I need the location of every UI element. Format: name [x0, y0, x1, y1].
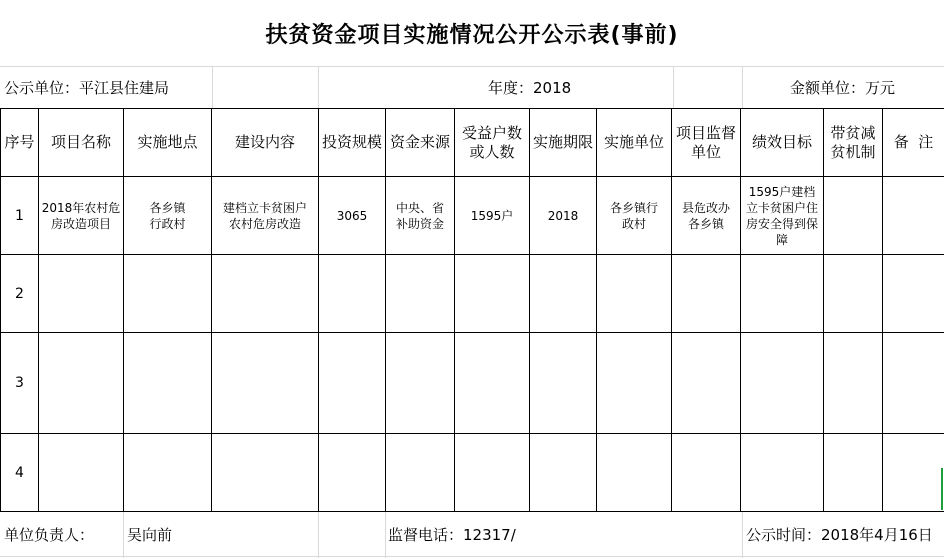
- cell-goal: [741, 255, 824, 333]
- cell-mechanism: [824, 177, 883, 255]
- cell-remark: [883, 177, 944, 255]
- supervision-phone: 监督电话：12317/: [388, 525, 516, 544]
- cell-remark: [883, 333, 944, 434]
- col-header-mechanism: 带贫减贫机制: [824, 109, 883, 177]
- table-title: 扶贫资金项目实施情况公开公示表(事前): [0, 0, 944, 67]
- cell-beneficiaries: 1595户: [455, 177, 530, 255]
- cell-mechanism: [824, 255, 883, 333]
- gridline: [742, 512, 743, 558]
- cell-scale: [319, 255, 386, 333]
- cell-beneficiaries: [455, 255, 530, 333]
- cell-period: [530, 255, 597, 333]
- amount-unit: 金额单位：万元: [790, 78, 896, 97]
- col-header-remark: 备 注: [883, 109, 944, 177]
- cell-mechanism: [824, 434, 883, 512]
- cell-period: [530, 333, 597, 434]
- cell-implementer: [597, 255, 672, 333]
- cell-beneficiaries: [455, 333, 530, 434]
- row-no: 4: [1, 434, 39, 512]
- cell-name: [39, 255, 124, 333]
- cell-name: 2018年农村危房改造项目: [39, 177, 124, 255]
- cell-mechanism: [824, 333, 883, 434]
- col-header-name: 项目名称: [39, 109, 124, 177]
- col-header-beneficiaries: 受益户数或人数: [455, 109, 530, 177]
- col-header-goal: 绩效目标: [741, 109, 824, 177]
- cell-remark: [883, 255, 944, 333]
- table-row: [1, 333, 944, 434]
- cell-goal: [741, 434, 824, 512]
- gridline: [318, 66, 319, 108]
- cell-source: [386, 434, 455, 512]
- cell-period: [530, 434, 597, 512]
- cell-supervisor: [672, 255, 741, 333]
- row-no: 2: [1, 255, 39, 333]
- publishing-unit: 公示单位：平江县住建局: [4, 78, 170, 97]
- cell-source: 中央、省补助资金: [386, 177, 455, 255]
- cell-remark: [883, 434, 944, 512]
- cell-location: 各乡镇行政村: [124, 177, 212, 255]
- cell-content: [212, 434, 319, 512]
- gridline: [212, 66, 213, 108]
- cell-content: [212, 255, 319, 333]
- gridline: [0, 556, 944, 557]
- col-header-source: 资金来源: [386, 109, 455, 177]
- cell-goal: 1595户建档立卡贫困户住房安全得到保障: [741, 177, 824, 255]
- cell-period: 2018: [530, 177, 597, 255]
- fiscal-year: 年度：2018: [488, 78, 572, 97]
- col-header-no: 序号: [1, 109, 39, 177]
- cell-beneficiaries: [455, 434, 530, 512]
- table-row: [1, 255, 944, 333]
- cell-supervisor: 县危改办各乡镇: [672, 177, 741, 255]
- header-row: [1, 109, 944, 177]
- gridline: [385, 512, 386, 558]
- cell-source: [386, 333, 455, 434]
- cell-goal: [741, 333, 824, 434]
- cell-name: [39, 434, 124, 512]
- cell-scale: [319, 434, 386, 512]
- leader-name: 吴向前: [127, 525, 173, 544]
- cell-scale: [319, 333, 386, 434]
- publish-date: 公示时间：2018年4月16日: [746, 525, 933, 544]
- cell-implementer: 各乡镇行政村: [597, 177, 672, 255]
- project-table: [0, 108, 944, 512]
- table-row: [1, 434, 944, 512]
- cell-name: [39, 333, 124, 434]
- cell-content: 建档立卡贫困户农村危房改造: [212, 177, 319, 255]
- cell-scale: 3065: [319, 177, 386, 255]
- cell-implementer: [597, 434, 672, 512]
- cell-supervisor: [672, 434, 741, 512]
- cell-location: [124, 333, 212, 434]
- col-header-period: 实施期限: [530, 109, 597, 177]
- gridline: [673, 66, 674, 108]
- col-header-location: 实施地点: [124, 109, 212, 177]
- gridline: [318, 512, 319, 558]
- cell-source: [386, 255, 455, 333]
- table-row: [1, 177, 944, 255]
- cell-content: [212, 333, 319, 434]
- cell-implementer: [597, 333, 672, 434]
- cell-location: [124, 434, 212, 512]
- col-header-content: 建设内容: [212, 109, 319, 177]
- gridline: [123, 512, 124, 558]
- col-header-scale: 投资规模: [319, 109, 386, 177]
- row-no: 1: [1, 177, 39, 255]
- selection-marker: [941, 468, 943, 510]
- cell-location: [124, 255, 212, 333]
- gridline: [742, 66, 743, 108]
- row-no: 3: [1, 333, 39, 434]
- col-header-implementer: 实施单位: [597, 109, 672, 177]
- cell-supervisor: [672, 333, 741, 434]
- leader-label: 单位负责人：: [4, 525, 95, 544]
- col-header-supervisor: 项目监督单位: [672, 109, 741, 177]
